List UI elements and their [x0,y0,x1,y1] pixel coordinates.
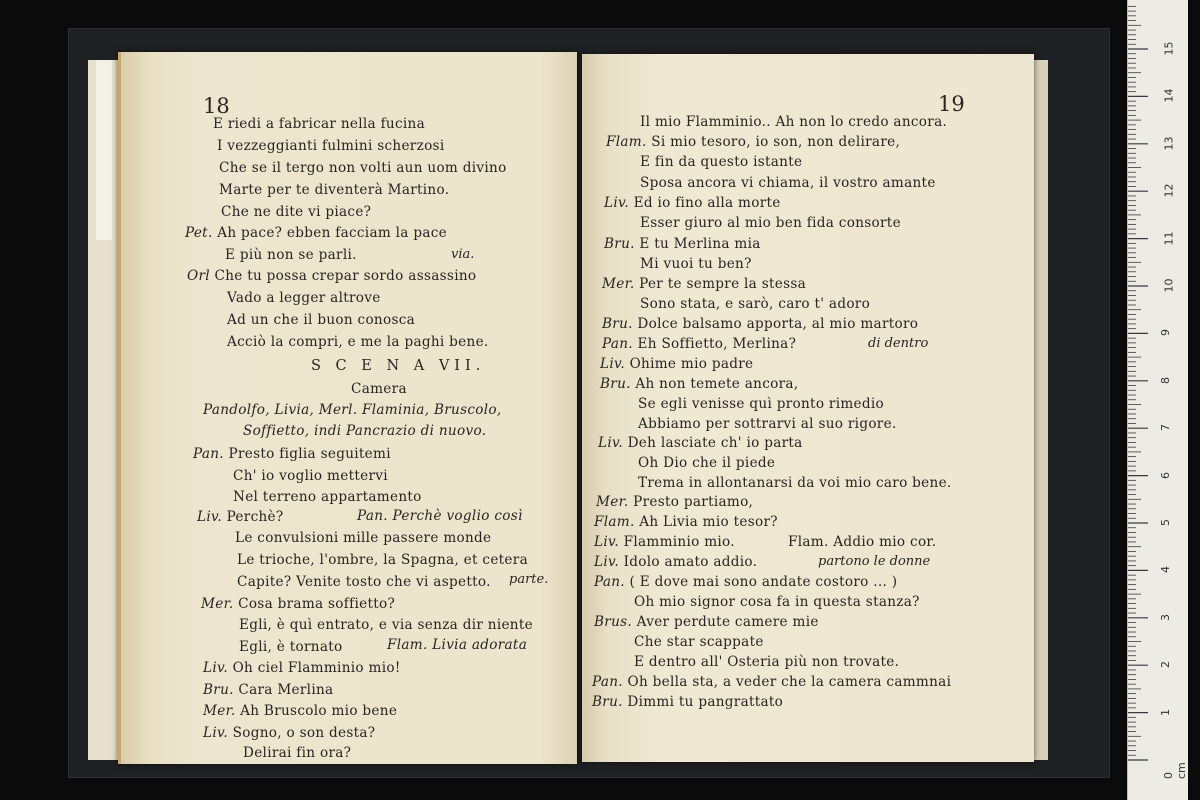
ruler-label: 1 [1159,708,1172,716]
left-page [118,52,577,764]
verse-line: E dentro all' Osteria più non trovate. [634,654,900,670]
dialogue-line: Liv. Sogno, o son desta? [203,725,376,741]
ruler-label: 10 [1162,278,1176,293]
page-number: 19 [938,92,965,116]
speaker-name: Pan. [592,674,623,690]
dialogue-line: Liv. Deh lasciate ch' io parta [598,435,803,451]
verse-line: Abbiamo per sottrarvi al suo rigore. [638,416,897,432]
stage-direction: via. [451,247,475,262]
verse-line: Capite? Venite tosto che vi aspetto. [237,574,491,590]
ruler-label: 4 [1159,566,1172,574]
verse-line: Le trioche, l'ombre, la Spagna, et cetera [237,552,528,568]
verse-line: Vado a legger altrove [227,290,381,306]
verse-line: Delirai fin ora? [243,745,352,761]
speaker-name: Brus. [594,614,633,630]
speaker-name: Liv. [598,435,623,451]
ruler-label: 2 [1159,661,1172,669]
verse-line: Ch' io voglio mettervi [233,468,388,484]
verse-line: E riedi a fabricar nella fucina [213,116,425,132]
speaker-name: Pet. [185,225,213,241]
dialogue-line: Liv. Oh ciel Flamminio mio! [203,660,401,676]
paper-tab [96,60,112,240]
verse-line: Le convulsioni mille passere monde [235,530,492,546]
ruler-label: 11 [1162,231,1176,246]
inline-dialogue: Flam. Livia adorata [387,637,528,653]
dialogue-line: Liv. Ohime mio padre [600,356,754,372]
speaker-name: Bru. [600,376,631,392]
dialogue-line: Orl Che tu possa crepar sordo assassino [187,268,477,284]
ruler-label: 8 [1159,376,1172,384]
speaker-name: Liv. [203,725,228,741]
ruler-label: 5 [1159,519,1172,526]
verse-line: Trema in allontanarsi da voi mio caro bene. [638,475,952,491]
ruler-label: 6 [1159,471,1172,479]
verse-line: Che se il tergo non volti aun uom divino [219,160,507,176]
speaker-name: Flam. [606,134,647,150]
page-number: 18 [203,94,230,118]
verse-line: I vezzeggianti fulmini scherzosi [217,138,445,154]
book-edge-right [1034,60,1048,760]
dialogue-line: Bru. Ah non temete ancora, [600,376,799,392]
speaker-name: Liv. [600,356,625,372]
ruler-label: 13 [1162,136,1176,151]
dialogue-line: Flam. Si mio tesoro, io son, non delirare, [606,134,901,150]
scene-title: S C E N A VII. [311,358,486,374]
dialogue-line: Liv. Perchè? [197,509,284,525]
speaker-name: Liv. [594,554,619,570]
ruler-ticks [1128,0,1188,800]
speaker-name: Liv. [197,509,222,525]
stage-direction: di dentro [868,336,929,351]
verse-line: Se egli venisse quì pronto rimedio [638,396,885,412]
verse-line: Ad un che il buon conosca [227,312,416,328]
stage-direction: parte. [509,572,549,587]
speaker-name: Liv. [203,660,228,676]
verse-line: E più non se parli. [225,247,357,263]
verse-line: Sono stata, e sarò, caro t' adoro [640,296,871,312]
ruler-label: 7 [1159,424,1172,432]
speaker-name: Pan. [594,574,625,590]
speaker-name: Bru. [602,316,633,332]
verse-line: Che star scappate [634,634,764,650]
ruler-label: 14 [1162,88,1176,103]
verse-line: Acciò la compri, e me la paghi bene. [227,334,489,350]
speaker-name: Liv. [594,534,619,550]
dialogue-line: Pan. Presto figlia seguitemi [193,446,391,462]
inline-dialogue: Flam. Addio mio cor. [788,534,937,550]
speaker-name: Orl [187,268,210,284]
dialogue-line: Mer. Per te sempre la stessa [602,276,807,292]
dialogue-line: Bru. Cara Merlina [203,682,334,698]
speaker-name: Mer. [596,494,629,510]
dialogue-line: Bru. Dolce balsamo apporta, al mio martoro [602,316,919,332]
ruler-label: 3 [1159,613,1172,621]
dialogue-line: Bru. Dimmi tu pangrattato [592,694,784,710]
verse-line: Egli, è tornato [239,639,343,655]
speaker-name: Liv. [604,195,629,211]
speaker-name: Mer. [203,703,236,719]
dialogue-line: Liv. Idolo amato addio. [594,554,758,570]
dialogue-line: Pan. Oh bella sta, a veder che la camera cammnai [592,674,952,690]
verse-line: Sposa ancora vi chiama, il vostro amante [640,175,936,191]
dialogue-line: Flam. Ah Livia mio tesor? [594,514,778,530]
right-page [582,54,1034,762]
stage-direction: partono le donne [818,554,931,569]
verse-line: Esser giuro al mio ben fida consorte [640,215,901,231]
dialogue-line: Mer. Ah Bruscolo mio bene [203,703,398,719]
ruler-label: 12 [1162,183,1176,198]
measuring-ruler [1127,0,1188,800]
verse-line: Oh Dio che il piede [638,455,776,471]
speaker-name: Mer. [201,596,234,612]
scene-place: Camera [351,381,407,397]
speaker-name: Bru. [203,682,234,698]
dialogue-line: Pan. ( E dove mai sono andate costoro ... ) [594,574,898,590]
dialogue-line: Pan. Eh Soffietto, Merlina? [602,336,797,352]
dialogue-line: Pet. Ah pace? ebben facciam la pace [185,225,448,241]
dialogue-line: Brus. Aver perdute camere mie [594,614,819,630]
verse-line: Il mio Flamminio.. Ah non lo credo ancora. [640,114,948,130]
speaker-name: Pan. [193,446,224,462]
verse-line: Che ne dite vi piace? [221,204,372,220]
verse-line: Nel terreno appartamento [233,489,422,505]
scene-characters: Pandolfo, Livia, Merl. Flaminia, Bruscolo, [203,402,502,418]
dialogue-line: Bru. E tu Merlina mia [604,236,761,252]
dialogue-line: Mer. Cosa brama soffietto? [201,596,396,612]
speaker-name: Mer. [602,276,635,292]
verse-line: Mi vuoi tu ben? [640,256,752,272]
inline-dialogue: Pan. Perchè voglio così [357,508,523,524]
speaker-name: Pan. [602,336,633,352]
ruler-label: 0 cm [1162,762,1188,779]
dialogue-line: Liv. Flamminio mio. [594,534,735,550]
ruler-label: 15 [1162,41,1176,56]
dialogue-line: Liv. Ed io fino alla morte [604,195,781,211]
verse-line: Egli, è quì entrato, e via senza dir niente [239,617,533,633]
verse-line: E fin da questo istante [640,154,803,170]
verse-line: Marte per te diventerà Martino. [219,182,450,198]
dialogue-line: Mer. Presto partiamo, [596,494,754,510]
speaker-name: Bru. [592,694,623,710]
verse-line: Oh mio signor cosa fa in questa stanza? [634,594,920,610]
ruler-label: 9 [1159,329,1172,337]
scene-characters: Soffietto, indi Pancrazio di nuovo. [243,423,487,439]
speaker-name: Flam. [594,514,635,530]
speaker-name: Bru. [604,236,635,252]
